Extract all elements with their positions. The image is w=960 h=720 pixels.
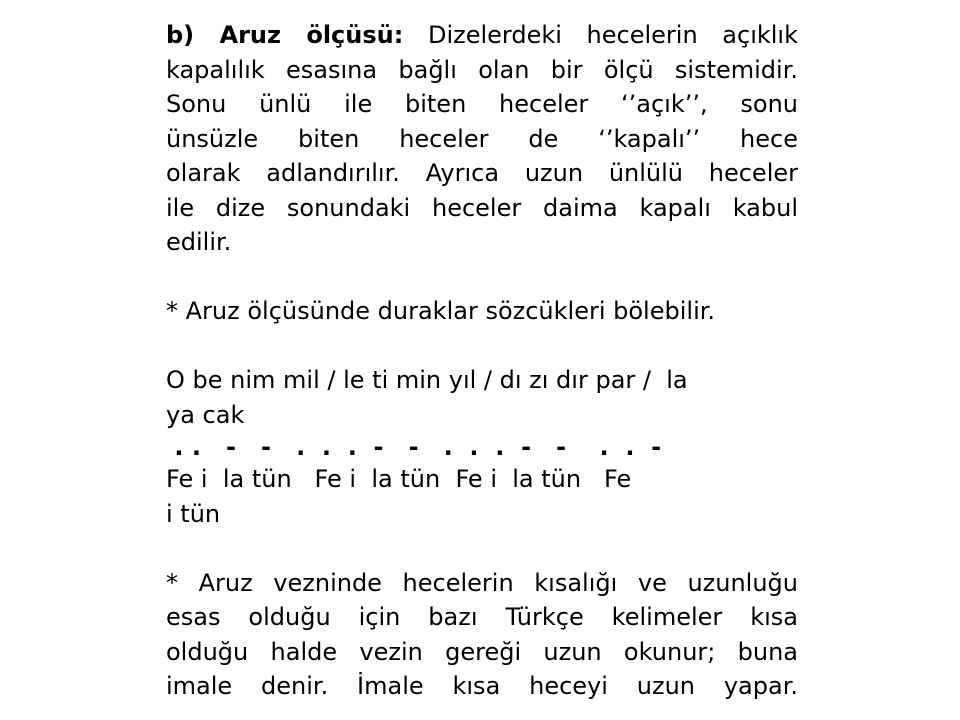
spacer	[166, 260, 798, 295]
note-duraklar: * Aruz ölçüsünde duraklar sözcükleri bölebilir.	[166, 297, 716, 325]
heading-aruz-olcusu: b) Aruz ölçüsü:	[166, 21, 404, 49]
note-imale-line: imale denir. İmale kısa heceyi uzun yapar.	[166, 672, 798, 700]
spacer	[166, 531, 798, 566]
paragraph-line: ünsüzle biten heceler de ‘’kapalı’’ hece	[166, 124, 798, 153]
meter-pattern-line: i tün	[166, 499, 221, 528]
paragraph-line	[166, 18, 798, 53]
note-imale-line: * Aruz vezninde hecelerin kısalığı ve uzunluğu	[166, 568, 798, 597]
paragraph-line: ile dize sonundaki heceler daima kapalı kabul	[166, 193, 798, 222]
meter-marks: . . - - . . . - - . . . - - . . -	[166, 433, 662, 461]
paragraph-line: kapalılık esasına bağlı olan bir ölçü sistemidir.	[166, 55, 798, 84]
spacer	[166, 329, 798, 364]
slide-content	[166, 18, 798, 704]
note-imale-line: olduğu halde vezin gereği uzun okunur; buna	[166, 637, 798, 666]
verse-syllables-line: O be nim mil / le ti min yıl / dı zı dır par / la	[166, 366, 688, 394]
paragraph-line: Sonu ünlü ile biten heceler ‘’açık’’, sonu	[166, 90, 798, 118]
meter-pattern-line: Fe i la tün Fe i la tün Fe i la tün Fe	[166, 465, 632, 493]
paragraph-line: olarak adlandırılır. Ayrıca uzun ünlülü heceler	[166, 159, 798, 187]
verse-syllables-line: ya cak	[166, 400, 245, 429]
note-imale-line: esas olduğu için bazı Türkçe kelimeler kısa	[166, 603, 798, 631]
paragraph-line: edilir.	[166, 228, 232, 256]
paragraph-text: Dizelerdeki hecelerin açıklık	[403, 21, 798, 49]
